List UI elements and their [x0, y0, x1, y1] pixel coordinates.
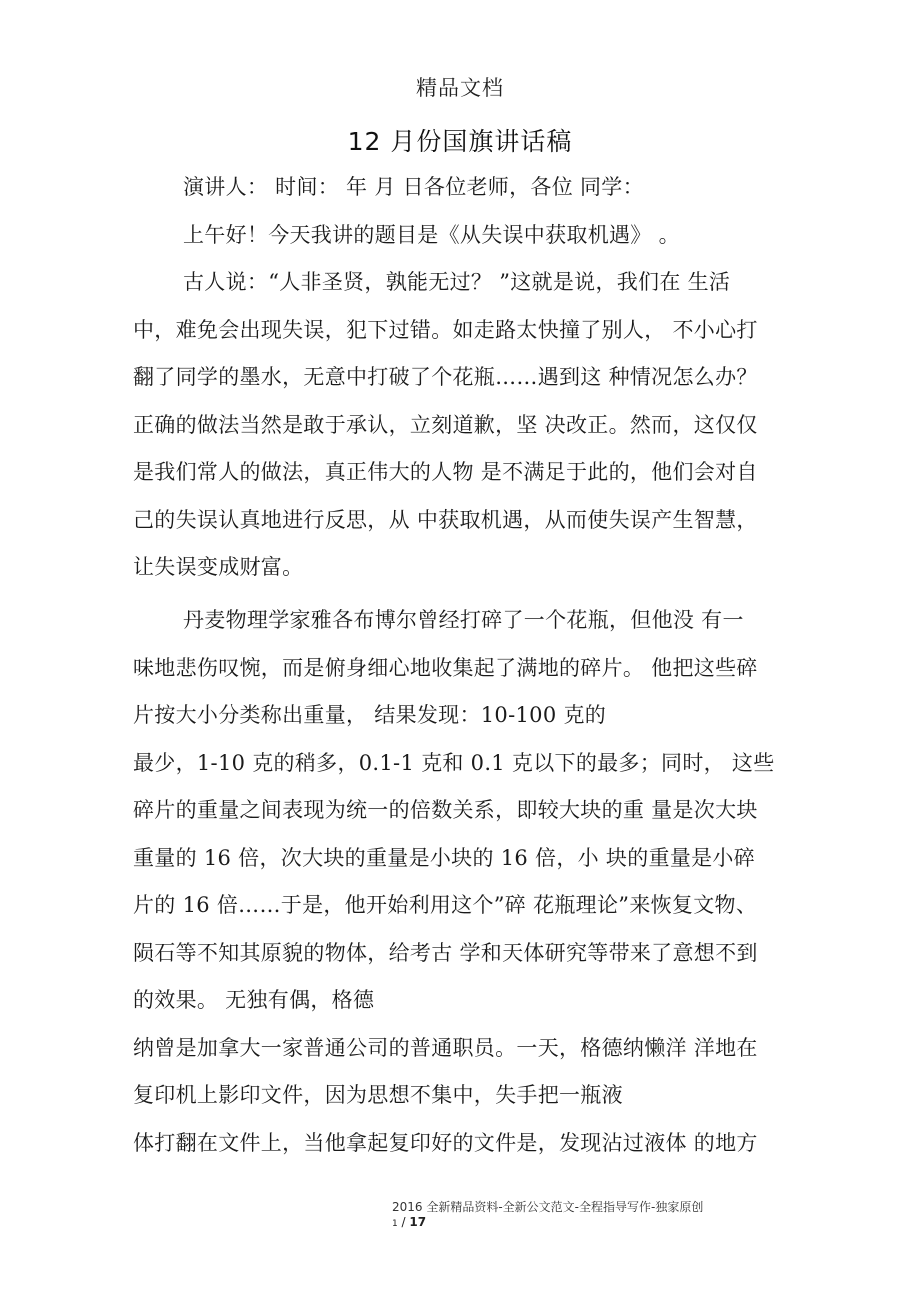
paragraph-line: 纳曾是加拿大一家普通公司的普通职员。一天，格德纳懒洋 洋地在	[133, 1036, 758, 1060]
document-title: 12 月份国旗讲话稿	[347, 127, 573, 156]
paragraph-line: 丹麦物理学家雅各布博尔曾经打碎了一个花瓶，但他没 有一	[183, 608, 744, 632]
header-label: 精品文档	[416, 76, 504, 100]
paragraph-line: 最少，1-10 克的稍多，0.1-1 克和 0.1 克以下的最多；同时， 这些	[133, 751, 775, 775]
paragraph-line: 碎片的重量之间表现为统一的倍数关系，即较大块的重 量是次大块	[133, 798, 758, 822]
paragraph-line: 上午好！今天我讲的题目是《从失误中获取机遇》 。	[183, 223, 680, 247]
paragraph-line: 演讲人： 时间： 年 月 日各位老师，各位 同学：	[183, 175, 644, 199]
paragraph-line: 古人说：“人非圣贤，孰能无过？ ”这就是说，我们在 生活	[183, 270, 731, 294]
paragraph-line: 重量的 16 倍，次大块的重量是小块的 16 倍，小 块的重量是小碎	[133, 846, 756, 870]
paragraph-line: 的效果。 无独有偶，格德	[133, 988, 375, 1012]
page-current: 1	[392, 1219, 398, 1229]
page-number	[392, 1215, 426, 1229]
paragraph-line: 陨石等不知其原貌的物体，给考古 学和天体研究等带来了意想不到	[133, 941, 758, 965]
paragraph-line: 体打翻在文件上，当他拿起复印好的文件是，发现沾过液体 的地方	[133, 1131, 758, 1155]
paragraph-line: 己的失误认真地进行反思，从 中获取机遇，从而使失误产生智慧，	[133, 508, 758, 532]
paragraph-line: 片的 16 倍……于是，他开始利用这个”碎 花瓶理论”来恢复文物、	[133, 893, 758, 917]
footer-note: 2016 全新精品资料-全新公文范文-全程指导写作-独家原创	[392, 1200, 704, 1214]
paragraph-line: 正确的做法当然是敢于承认，立刻道歉，坚 决改正。然而，这仅仅	[133, 413, 758, 437]
paragraph-line: 片按大小分类称出重量， 结果发现：10-100 克的	[133, 703, 607, 727]
paragraph-line: 让失误变成财富。	[133, 555, 304, 579]
paragraph-line: 复印机上影印文件，因为思想不集中，失手把一瓶液	[133, 1083, 623, 1107]
paragraph-line: 是我们常人的做法，真正伟大的人物 是不满足于此的，他们会对自	[133, 460, 758, 484]
page-total: 17	[409, 1215, 427, 1229]
paragraph-line: 中，难免会出现失误，犯下过错。如走路太快撞了别人， 不小心打	[133, 318, 758, 342]
paragraph-line: 翻了同学的墨水，无意中打破了个花瓶……遇到这 种情况怎么办？	[133, 365, 758, 389]
page-separator: /	[397, 1215, 410, 1229]
paragraph-line: 味地悲伤叹惋，而是俯身细心地收集起了满地的碎片。 他把这些碎	[133, 656, 758, 680]
